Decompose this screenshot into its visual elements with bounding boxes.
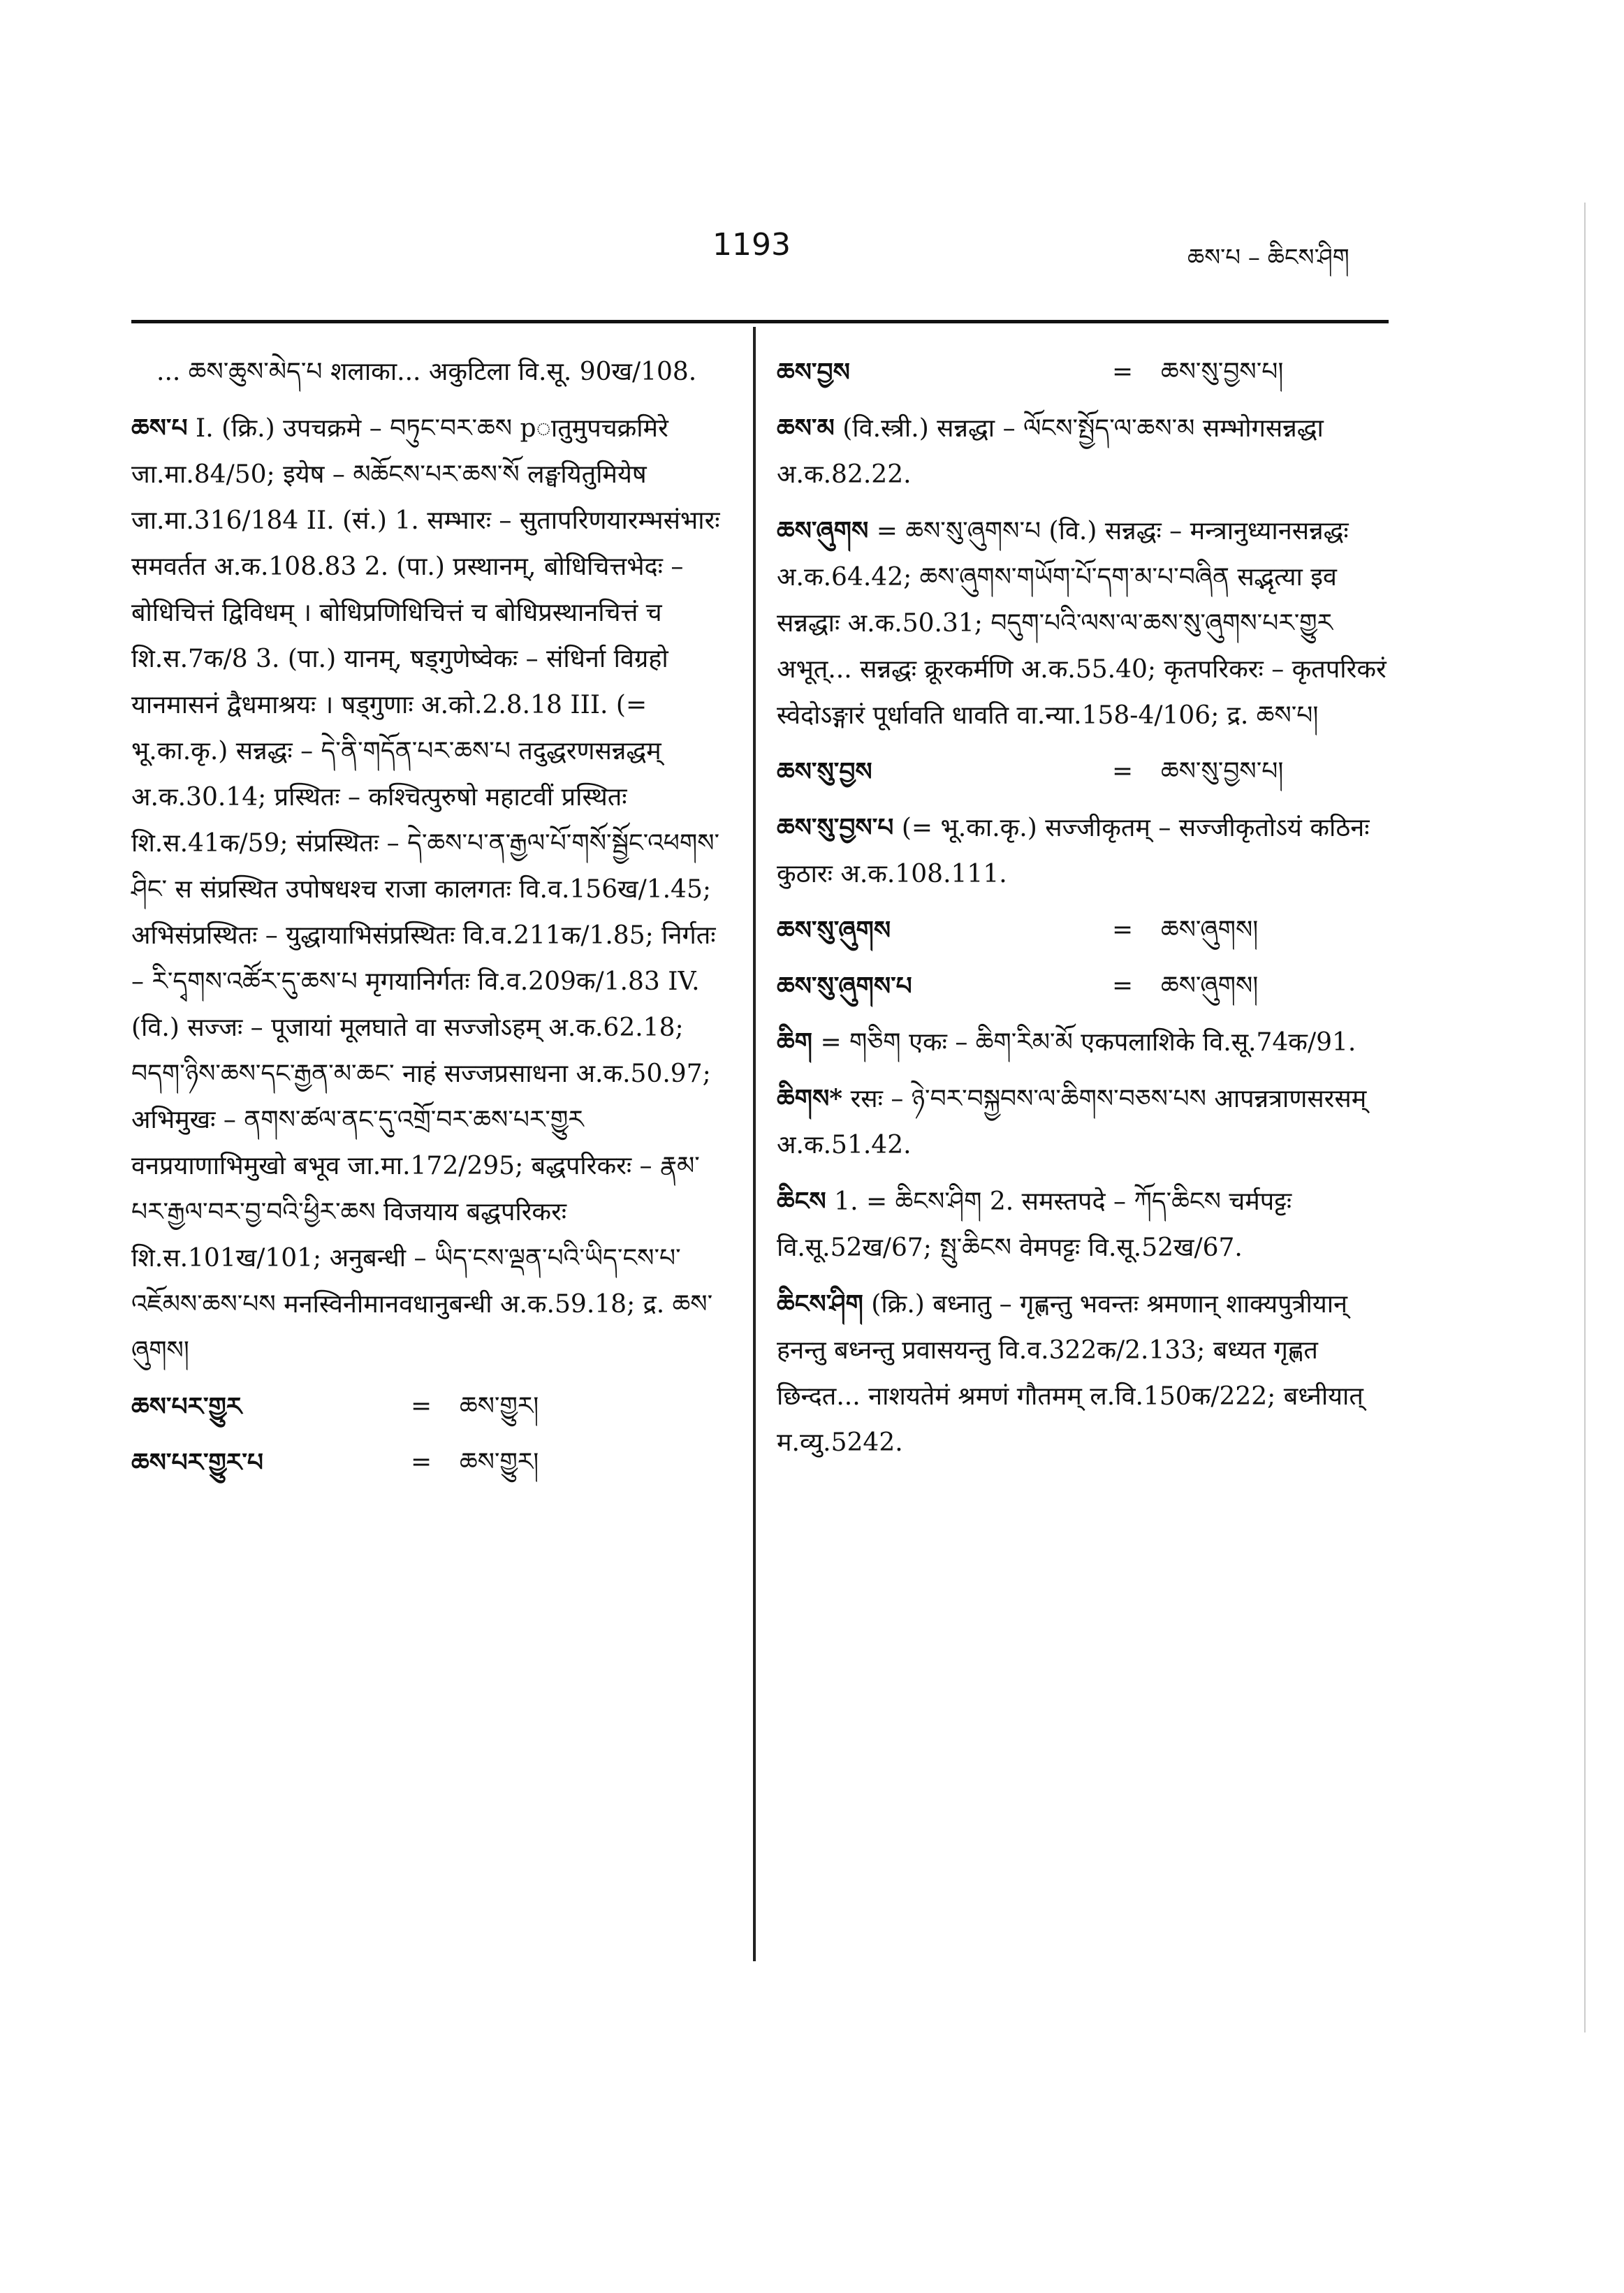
cross-reference-entry xyxy=(777,907,1389,953)
entry-headword: ཆས་བྱས xyxy=(777,358,850,387)
entry-headword: ཆས་ཞུགས xyxy=(777,516,869,545)
entry-headword: ཆིངས xyxy=(777,1187,826,1216)
cross-reference: ཆས་གྱུར། xyxy=(460,1392,539,1421)
entry-text: = ཆས་སུ་ཞུགས་པ (वि.) सन्नद्धः – मन्त्रानुध्यानसन्नद्धः अ.क.64.42; ཆས་ཞུགས་གཡོག་པོ་དག་མ་པ་བཞིན सद्भृत्या इव सन्नद्धाः अ.क.50.31; བདུག་པའི་ལས་ལ་ཆས་སུ་ཞུགས་པར་གྱུར अभूत्... सन्नद्धः क्रूरकर्मणि अ.क.55.40; कृतपरिकरः – कृतपरिकरं स्वेदोऽङ्गारं पूर्धावति धावति वा.न्या.158-4/106; द्र. ཆས་པ། xyxy=(777,517,1387,730)
margin-line xyxy=(1584,203,1586,2032)
entry xyxy=(777,1076,1389,1169)
cross-reference-entry xyxy=(131,1439,732,1486)
entry-headword: ཆས་པར་གྱུར xyxy=(131,1392,242,1421)
cross-reference-entry xyxy=(777,963,1389,1009)
entry-text: (= भू.का.कृ.) सज्जीकृतम् – सज्जीकृतोऽयं कठिनः कुठारः अ.क.108.111. xyxy=(777,814,1370,888)
entry xyxy=(777,1178,1389,1271)
cross-reference: ཆས་ཞུགས། xyxy=(1161,916,1259,944)
top-rule xyxy=(131,320,1389,323)
cross-reference: ཆས་སུ་བྱས་པ། xyxy=(1161,757,1284,786)
entry xyxy=(777,1019,1389,1066)
equals-sign: = xyxy=(411,1392,432,1421)
equals-sign: = xyxy=(1112,358,1134,386)
running-head: ཆས་པ – ཆིངས་ཤིག xyxy=(1187,244,1349,272)
entry-headword: ཆིངས་ཤིག xyxy=(777,1289,863,1319)
entry-headword: ཆས་པར་གྱུར་པ xyxy=(131,1448,263,1477)
entry xyxy=(777,1281,1389,1466)
entry-text: = གཅིག एकः – ཆིག་རིམ་མོ एकपलाशिके वि.सू.74क/91. xyxy=(820,1028,1356,1057)
entry-headword: ཆིག xyxy=(777,1027,812,1057)
left-column xyxy=(131,349,732,1495)
entry-headword: ཆས་སུ་བྱས xyxy=(777,757,872,786)
cross-reference: ཆས་ཞུགས། xyxy=(1161,972,1259,1000)
entry-headword: ཆས་སུ་ཞུགས་པ xyxy=(777,972,912,1001)
entry-headword: ཆས་སུ་བྱས་པ xyxy=(777,813,894,842)
cross-reference: ཆས་སུ་བྱས་པ། xyxy=(1161,358,1284,386)
cross-reference-entry xyxy=(131,1384,732,1430)
entry xyxy=(777,508,1389,739)
entry-headword: ཆས་སུ་ཞུགས xyxy=(777,916,891,945)
cross-reference-entry xyxy=(777,749,1389,795)
entry-text: I. (क्रि.) उपचक्रमे – བཏུང་བར་ཆས pातुमुपचक्रमिरे जा.मा.84/50; इयेष – མཆོངས་པར་ཆས་སོ लङ्घयितुमियेष जा.मा.316/184 II. (सं.) 1. सम्भारः – सुतापरिणयारम्भसंभारः समवर्तत अ.क.108.83 2. (पा.) प्रस्थानम्, बोधिचित्तभेदः – बोधिचित्तं द्विविधम् । बोधिप्रणिधिचित्तं च बोधिप्रस्थानचित्तं च शि.स.7क/8 3. (पा.) यानम्, षड्गुणेष्वेकः – संधिर्ना विग्रहो यानमासनं द्वैधमाश्रयः । षड्गुणाः अ.को.2.8.18 III. (= भू.का.कृ.) सन्नद्धः – དེ་ནི་གདོན་པར་ཆས་པ तदुद्धरणसन्नद्धम् अ.क.30.14; प्रस्थितः – कश्चित्पुरुषो महाटवीं प्रस्थितः शि.स.41क/59; संप्रस्थितः – དེ་ཆས་པ་ན་རྒྱལ་པོ་གསོ་སྦྱོང་འཕགས་ཤིང་ स संप्रस्थित उपोषधश्च राजा कालगतः वि.व.156ख/1.45; अभिसंप्रस्थितः – युद्धायाभिसंप्रस्थितः वि.व.211क/1.85; निर्गतः – རི་དྭགས་འཚོར་དུ་ཆས་པ मृगयानिर्गतः वि.व.209क/1.83 IV. (वि.) सज्जः – पूजायां मूलघाते वा सज्जोऽहम् अ.क.62.18; བདག་ཉིས་ཆས་དང་རྒྱན་མ་ཆང་ नाहं सज्जप्रसाधना अ.क.50.97; अभिमुखः – ནགས་ཚལ་ནང་དུ་འགྲོ་བར་ཆས་པར་གྱུར वनप्रयाणाभिमुखो बभूव जा.मा.172/295; बद्धपरिकरः – རྣམ་པར་རྒྱལ་བར་བྱ་བའི་ཕྱིར་ཆས विजयाय बद्धपरिकरः शि.स.101ख/101; अनुबन्धी – ཡིད་ངས་ལྡན་པའི་ཡིད་ངས་པ་འཇོམས་ཆས་པས मनस्विनीमानवधानुबन्धी अ.क.59.18; द्र. ཆས་ཞུགས། xyxy=(131,414,720,1365)
entry xyxy=(777,805,1389,898)
entry-text: 1. = ཆིངས་ཤིག 2. समस्तपदे – ཀོད་ཆིངས चर्मपट्टः वि.सू.52ख/67; སྤུ་ཆིངས वेमपट्टः वि.सू.52ख/67. xyxy=(777,1187,1292,1262)
column-divider xyxy=(753,327,756,1961)
entry xyxy=(131,405,732,1374)
entry-text: ... ཆས་ཆུས་མེད་པ शलाका... अकुटिला वि.सू. 90ख/108. xyxy=(156,358,697,386)
equals-sign: = xyxy=(1112,972,1134,1000)
entry-headword: ཆས་པ xyxy=(131,413,188,443)
entry-text: (वि.स्त्री.) सन्नद्धा – ལོངས་སྤྱོད་ལ་ཆས་མ सम्भोगसन्नद्धा अ.क.82.22. xyxy=(777,414,1324,489)
cross-reference-entry xyxy=(777,349,1389,395)
equals-sign: = xyxy=(411,1448,432,1477)
entry-headword: ཆས་མ xyxy=(777,413,835,443)
equals-sign: = xyxy=(1112,757,1134,786)
right-column xyxy=(777,349,1389,1476)
page-number: 1193 xyxy=(712,227,791,263)
entry-headword: ཆིགས* xyxy=(777,1084,843,1113)
entry xyxy=(777,405,1389,498)
cross-reference: ཆས་གྱུར། xyxy=(460,1448,539,1477)
equals-sign: = xyxy=(1112,916,1134,944)
entry-continuation xyxy=(131,349,732,395)
entry-text: (क्रि.) बध्नातु – गृह्णन्तु भवन्तः श्रमणान् शाक्यपुत्रीयान् हनन्तु बध्नन्तु प्रवासयन्तु वि.व.322क/2.133; बध्यत गृह्णत छिन्दत... नाशयतेमं श्रमणं गौतमम् ल.वि.150क/222; बध्नीयात् म.व्यु.5242. xyxy=(777,1290,1363,1457)
entry-text: रसः – ཉེ་བར་བསྐྱབས་ལ་ཆིགས་བཅས་པས आपन्नत्राणसरसम् अ.क.51.42. xyxy=(777,1085,1367,1159)
